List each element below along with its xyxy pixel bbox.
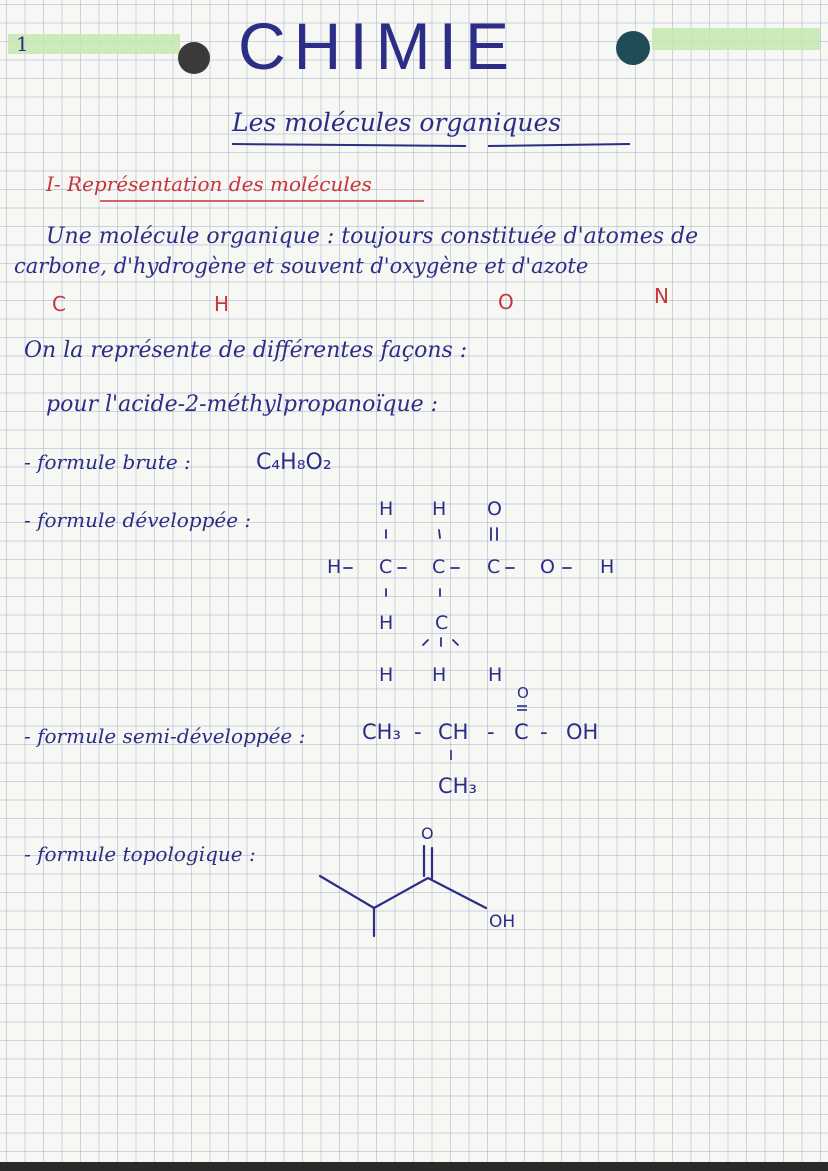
topo-o-label: O	[421, 824, 434, 843]
symbol-hydrogen: H	[214, 292, 230, 316]
subtitle-underline	[230, 140, 640, 152]
represent-line-1: On la représente de différentes façons :	[24, 338, 468, 363]
atom-h: H	[379, 612, 394, 634]
atom-c: C	[379, 556, 393, 578]
semi-branch-ch3: CH₃	[438, 774, 477, 798]
semi-oh: OH	[566, 720, 599, 744]
semi-label: - formule semi-développée :	[24, 724, 306, 748]
brute-formula: C₄H₈O₂	[256, 450, 332, 475]
title-dot-right	[616, 31, 650, 65]
semi-ch3: CH₃	[362, 720, 401, 744]
topo-oh-label: OH	[489, 912, 516, 932]
symbol-nitrogen: N	[654, 284, 669, 308]
page-title: CHIMIE	[238, 9, 517, 83]
topo-label: - formule topologique :	[24, 842, 256, 866]
semi-double-bond	[514, 700, 530, 714]
topo-skeleton	[310, 840, 510, 950]
intro-line-1: Une molécule organique : toujours constituée d'atomes de	[46, 224, 699, 249]
atom-o: O	[540, 556, 555, 578]
title-dot-left	[178, 42, 210, 74]
atom-h: H	[327, 556, 342, 578]
semi-bond: -	[487, 720, 495, 744]
semi-branch-bond	[446, 748, 456, 762]
intro-line-2: carbone, d'hydrogène et souvent d'oxygène et d'azote	[14, 254, 589, 278]
semi-bond: -	[414, 720, 422, 744]
atom-c: C	[432, 556, 446, 578]
semi-bond: -	[540, 720, 548, 744]
atom-o: O	[487, 498, 502, 520]
developed-bonds	[300, 490, 640, 690]
atom-h: H	[379, 664, 394, 686]
section-heading: I- Représentation des molécules	[46, 172, 372, 196]
atom-c: C	[435, 612, 449, 634]
page-subtitle: Les molécules organiques	[232, 108, 562, 137]
atom-h: H	[379, 498, 394, 520]
symbol-carbon: C	[52, 292, 66, 316]
represent-line-2: pour l'acide-2-méthylpropanoïque :	[46, 392, 439, 417]
atom-h: H	[432, 498, 447, 520]
page-number: 1	[16, 32, 29, 56]
symbol-oxygen: O	[498, 290, 514, 314]
atom-c: C	[487, 556, 501, 578]
semi-ch: CH	[438, 720, 469, 744]
atom-h: H	[488, 664, 503, 686]
brute-label: - formule brute :	[24, 450, 191, 474]
atom-h: H	[432, 664, 447, 686]
highlight-right	[652, 28, 820, 50]
atom-h: H	[600, 556, 615, 578]
page-bottom-edge	[0, 1162, 828, 1171]
section-underline	[98, 198, 428, 206]
highlight-left	[8, 34, 180, 54]
developpee-label: - formule développée :	[24, 508, 252, 532]
semi-c: C	[514, 720, 529, 744]
semi-o-above: O	[517, 684, 529, 702]
